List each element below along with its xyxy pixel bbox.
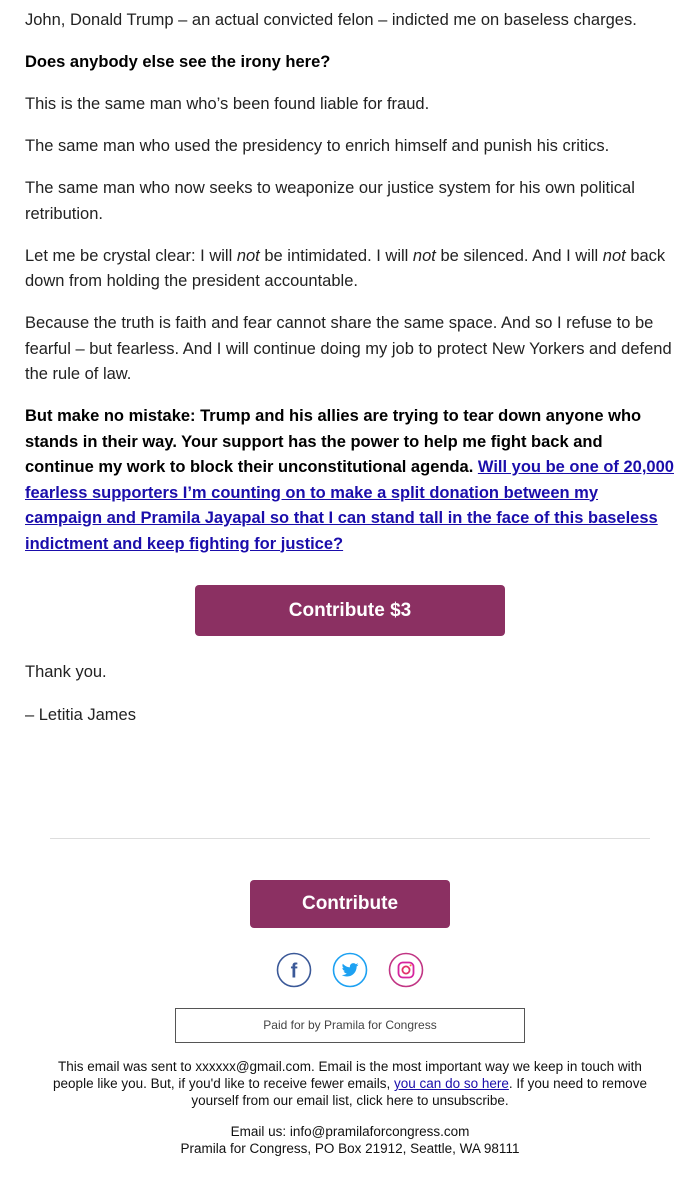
- appeal-text: But make no mistake: Trump and his allies are trying to tear down anyone who stands in their way. Your support has the power to help me fight back and continue my work to block their unconstitutional agenda.: [25, 407, 642, 476]
- instagram-icon[interactable]: [388, 952, 424, 993]
- signature-name: – Letitia James: [25, 705, 136, 724]
- text-segment: be silenced. And I will: [435, 246, 603, 265]
- paragraph-indictment: John, Donald Trump – an actual convicted felon – indicted me on baseless charges.: [25, 11, 637, 29]
- signature: [25, 660, 675, 728]
- donation-link[interactable]: Will you be one of 20,000 fearless supporters I’m counting on to make a split donation between my campaign and Pramila Jayapal so that I can stand tall in the face of this baseless indictment and keep fighting for justice?: [25, 458, 674, 553]
- text-segment: be intimidated. I will: [259, 246, 413, 265]
- contribute-3-button[interactable]: Contribute $3: [195, 585, 505, 636]
- paragraph-fraud: This is the same man who’s been found liable for fraud.: [25, 95, 430, 113]
- svg-text:f: f: [290, 960, 297, 983]
- text-segment: back down from holding the president accountable.: [25, 246, 666, 290]
- emphasis-not: not: [412, 246, 436, 265]
- cta-wrap: [25, 585, 675, 636]
- paragraph-faith-fear: Because the truth is faith and fear cannot share the same space. And so I refuse to be fearful – but fearless. And I will continue doing my job to protect New Yorkers and defend the rule of law.: [25, 314, 672, 383]
- twitter-icon[interactable]: [332, 952, 368, 993]
- paragraph-presidency: The same man who used the presidency to enrich himself and punish his critics.: [25, 137, 610, 155]
- emphasis-not: not: [236, 246, 260, 265]
- contact-block: [0, 1123, 700, 1157]
- mailing-address: Pramila for Congress, PO Box 21912, Seattle, WA 98111: [180, 1141, 520, 1156]
- contribute-button[interactable]: Contribute: [250, 880, 450, 928]
- email-footer: [0, 838, 700, 1157]
- paragraph-weaponize: The same man who now seeks to weaponize our justice system for his own political retribution.: [25, 179, 635, 223]
- text-segment: Let me be crystal clear: I will: [25, 246, 237, 265]
- paid-for-box: Paid for by Pramila for Congress: [175, 1008, 525, 1043]
- emphasis-not: not: [602, 246, 626, 265]
- paragraph-crystal-clear: [25, 244, 675, 295]
- thanks-text: Thank you.: [25, 663, 107, 681]
- facebook-icon[interactable]: [276, 952, 312, 993]
- email-us-text: Email us: info@pramilaforcongress.com: [230, 1124, 470, 1139]
- paragraph-appeal: [25, 404, 675, 557]
- social-links: [0, 952, 700, 988]
- notice-text-unsubscribe: . If you need to remove yourself from our email list, click here to unsubscribe.: [191, 1076, 647, 1108]
- fewer-emails-link[interactable]: you can do so here: [394, 1076, 509, 1091]
- paragraph-irony: Does anybody else see the irony here?: [25, 53, 331, 71]
- footer-cta-wrap: [0, 839, 700, 928]
- email-notice: [50, 1058, 650, 1109]
- notice-text: This email was sent to xxxxxx@gmail.com. Email is the most important way we keep in touch with people like you. But, if you'd like to receive fewer emails,: [53, 1059, 642, 1091]
